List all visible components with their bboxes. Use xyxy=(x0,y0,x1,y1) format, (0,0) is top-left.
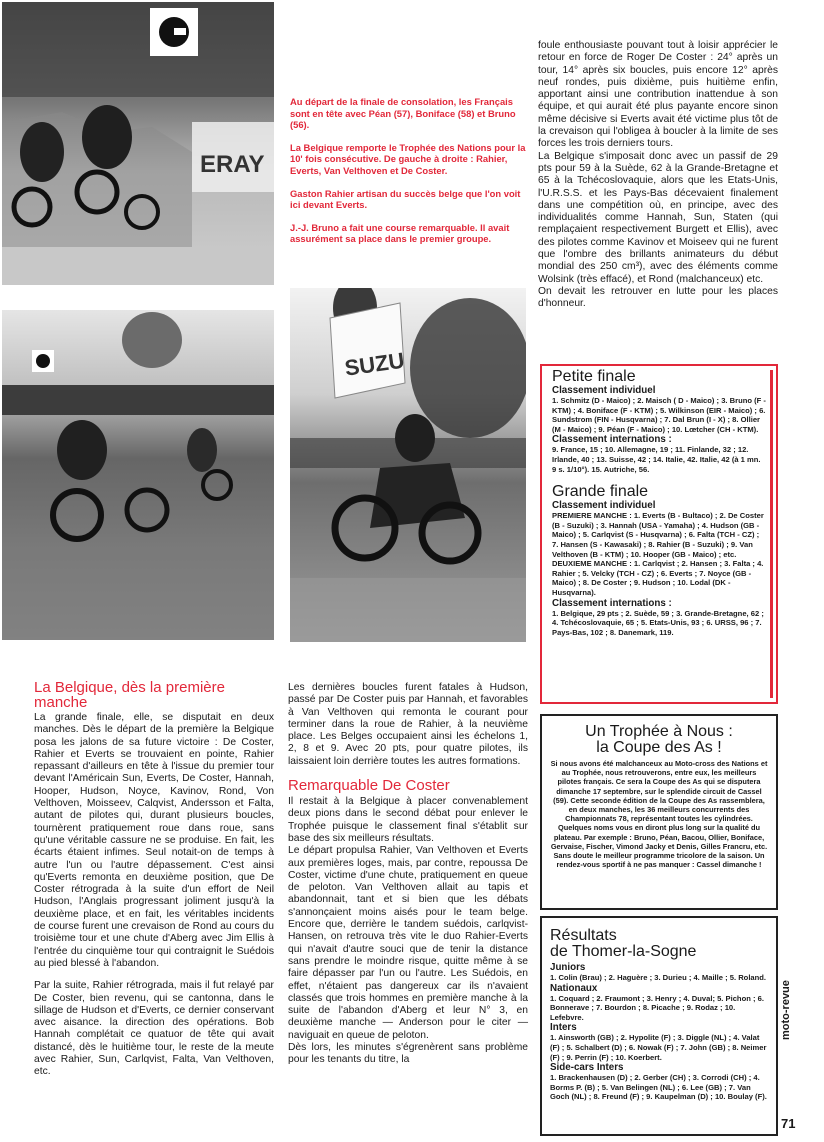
box-accent-stripe xyxy=(770,370,773,698)
section-head: Side-cars Inters xyxy=(550,1062,624,1074)
resultats-title-2: de Thomer-la-Sogne xyxy=(550,943,697,960)
section-head: Nationaux xyxy=(550,982,598,994)
section-text: 1. Colin (Brau) ; 2. Haguère ; 3. Durieu ; 4. Maille ; 5. Roland. xyxy=(550,973,767,982)
grande-finale-sub1: Classement individuel xyxy=(552,500,656,512)
trophee-box xyxy=(540,714,778,910)
middle-body-1 xyxy=(288,682,528,768)
middle-paragraph-4: Dès lors, les minutes s'égrenèrent sans problème pour les tenants du titre, la xyxy=(288,1042,528,1066)
page-number: 71 xyxy=(781,1116,796,1131)
grande-finale-text1: PREMIERE MANCHE : 1. Everts (B - Bultaco) ; 2. De Coster (B - Suzuki) ; 3. Hannah (USA - Yamaha) ; 4. Hudson (GB - Maico) ; 5. Carlqvist (S - Husqvarna) ; 6. Falta (TCH - CZ) ; 7. Hansen (S - Kawasaki) ; 8. Rahier (B - Suzuki) ; 9. Van Velthoven (B - KTM) ; 10. Hooper (GB - Maico) ; etc. DEUXIEME MANCHE : 1. Carlqvist ; 2. Hansen ; 3. Falta ; 4. Rahier ; 5. Velcky (TCH - CZ) ; 6. Everts ; 7. Noyce (GB - Maico) ; 8. De Coster ; 9. Hudson ; 10. Lodal (DK - Husqvarna). xyxy=(552,511,764,597)
photo-captions xyxy=(290,96,530,256)
section-text: 1. Ainsworth (GB) ; 2. Hypolite (F) ; 3. Diggle (NL) ; 4. Valat (F) ; 5. Schalbert (D) ; 6. Nowak (F) ; 7. John (GB) ; 8. Neimer (F) ; 9. Perrin (F) ; 10. Koerbert. xyxy=(550,1033,767,1062)
middle-paragraph-2: Il restait à la Belgique à placer convenablement deux pions dans le second débat pour enlever le Trophée puisque le classement final s'établit sur base des six meilleurs résultats. xyxy=(288,796,528,844)
resultats-box xyxy=(540,916,778,1136)
caption-1: Au départ de la finale de consolation, les Français sont en tête avec Péan (57), Boniface (58) et Bruno (56). xyxy=(290,96,516,131)
section-head: Juniors xyxy=(550,962,586,973)
middle-paragraph-3: Le départ propulsa Rahier, Van Velthoven et Everts aux premières loges, mais, par contre, repoussa De Coster, victime d'une chute, pratiquement en queue de peloton. Van Velthoven allait au tapis et abandonnait, tant et si bien que les débats s'annonçaient moins aisés pour le team belge. Encore que, derrière le tandem suédois, carlqvist-Hansen, on retrouva très vite le duo Rahier-Everts qui n'avait d'autre souci que de tenir la distance sans prendre le moindre risque, quitte même à se faire dépasser par l'un ou l'autre. Les Suédois, en effet, n'étaient pas dangereux car ils n'avaient classés que trois hommes en première manche à la suite de l'abandon d'Aberg et leur N° 3, en deuxième manche — Anderson pour le citer — naviguait en queue de peloton. xyxy=(288,845,528,1041)
middle-heading: Remarquable De Coster xyxy=(288,777,450,795)
left-body xyxy=(34,712,274,1079)
photo-rahier-suzuki xyxy=(290,288,526,642)
right-paragraph-2: La Belgique s'imposait donc avec un passif de 29 pts pour 59 à la Suède, 62 à la Grande-Bretagne et 65 à la Tchécoslovaquie, alors que les Etats-Unis, l'U.R.S.S. et les Pays-Bas décevaient finalement dans une compétition où, en principe, avec des individualités comme Hannah, Sun, Staten (qui remplaçaient respectivement Burgett et Ellis), avec des pilotes comme Kavinov et Moiseev qui ne furent que l'ombre des brillants animateurs du début mondial des 250 cm³), avec des éléments comme Wolsink (très effacé), et Rond (malchanceux) etc. xyxy=(538,150,778,285)
caption-3: Gaston Rahier artisan du succès belge que l'on voit ici devant Everts. xyxy=(290,187,521,211)
petite-finale xyxy=(552,369,766,474)
resultats-section-inters xyxy=(550,1022,768,1062)
right-column-text xyxy=(538,40,778,311)
left-column xyxy=(34,680,274,1079)
petite-finale-title: Petite finale xyxy=(552,368,636,385)
trophee-title-1: Un Trophée à Nous : xyxy=(585,723,733,740)
photo-rahier-everts xyxy=(2,310,274,640)
section-text: 1. Coquard ; 2. Fraumont ; 3. Henry ; 4. Duval; 5. Pichon ; 6. Bonnerave ; 7. Bourdon ; 8. Picache ; 9. Rodaz ; 10. Lefebvre. xyxy=(550,993,764,1022)
photo-start-consolation xyxy=(2,2,274,285)
left-heading: La Belgique, dès la première manche xyxy=(34,679,225,711)
grande-finale-text2: 1. Belgique, 29 pts ; 2. Suède, 59 ; 3. Grande-Bretagne, 62 ; 4. Tchécoslovaquie, 65 ; 5. Etats-Unis, 93 ; 6. URSS, 96 ; 7. Pays-Bas, 102 ; 8. Danemark, 119. xyxy=(552,608,764,637)
section-head: Inters xyxy=(550,1022,577,1034)
trophee-title-2: la Coupe des As ! xyxy=(596,739,722,756)
left-paragraph-1: La grande finale, elle, se disputait en deux manches. Dès le départ de la première la Belgique posa les jalons de sa future victoire : De Coster, Rahier et Everts se trouvaient en pointe, Rahier repassant d'ailleurs en tête à l'issue du premier tour devant l'Américain Sun, Everts, De Coster, Hannah, Hooper, Hudson, Noyce, Kavinov, Rond, Von Velthoven, Moisseev, Calqvist, Andersson et Falta, autant de pilotes qui, durant plusieurs boucles, tournèrent pratiquement roue dans roue, sans qu'une véritable cassure ne se produise. En fait, les écarts étaient infimes. Seul notait-on de temps à autre l'un ou l'autre dépassement. C'est ainsi qu'Everts remonta en deuxième position, que De Coster rétrograda à la suite d'un effort de Neil Hudson, l'Anglais progressant joliment jusqu'à la deuxième place, et en fait, les véritables incidents de course furent une crevaison de Rond au cours du troisième tour et une chute d'Aberg avec Jim Ellis à l'entrée du cinquième tour qui contraignit le Suédois au pied blessé à l'abandon. xyxy=(34,712,274,969)
petite-finale-text1: 1. Schmitz (D - Maico) ; 2. Maisch ( D - Maico) ; 3. Bruno (F - KTM) ; 4. Boniface (F - KTM) ; 5. Wilkinson (EIR - Maico) ; 6. Sundstrom (FIN - Husqvarna) ; 7. Dal Brun (I - X) ; 8. Ollier (M - Maico) ; 9. Péan (F - Maico) ; 10. Lœtcher (CH - KTM). xyxy=(552,396,766,434)
petite-finale-sub1: Classement individuel xyxy=(552,385,656,396)
resultats-section-nationaux xyxy=(550,983,768,1023)
right-paragraph-3: On devait les retrouver en lutte pour les places d'honneur. xyxy=(538,285,778,310)
results-box xyxy=(540,364,778,704)
left-paragraph-2: Par la suite, Rahier rétrograda, mais il fut relayé par De Coster, bien revenu, qui se cantonna, dans le sillage de Hudson et d'Everts, ce dernier conservant avec aisance. la direction des opérations. Bob Hannah complétait ce quatuor de tête qui avait distancé, dès le huitième tour, le reste de la meute avec Rahier, Sun, Carlqvist, Falta, Van Velthoven, etc. xyxy=(34,980,274,1078)
section-text: 1. Brackenhausen (D) ; 2. Gerber (CH) ; 3. Corrodi (CH) ; 4. Borms P. (B) ; 5. Van Belingen (NL) ; 6. Lee (GB) ; 7. Van Goch (NL) ; 8. Freund (F) ; 9. Kaupelman (D) ; 10. Boulay (F). xyxy=(550,1073,767,1102)
grande-finale-sub2: Classement internations : xyxy=(552,597,672,609)
middle-paragraph-1: Les dernières boucles furent fatales à Hudson, passé par De Coster puis par Hannah, et favorables à Van Velthoven qui remonta le courant pour terminer dans la roue de Rahier, à la neuvième place. Les Belges occupaient ainsi les échelons 1, 2, 8 et 9. Avec 20 pts, pour quatre pilotes, ils laissaient loin derrière toutes les autres formations. xyxy=(288,682,528,767)
petite-finale-sub2: Classement internations : xyxy=(552,434,672,446)
right-paragraph-1: foule enthousiaste pouvant tout à loisir apprécier le retour en force de Roger De Coster : 24° après un tour, 14° après six boucles, puis encore 12° après neuf rondes, puis dixième, puis huitième enfin, apportant ainsi une contribution inattendue à son équipe, et qui aurait été plus payante encore sinon même décisive si Everts avait été victime plus tôt de la crevaison qui l'obligea à boucler à la limite de ses forces les trois derniers tours. xyxy=(538,40,778,150)
middle-column xyxy=(288,682,528,1067)
magazine-side-label: moto-revue xyxy=(780,980,792,1040)
grande-finale-title: Grande finale xyxy=(552,483,649,501)
trophee-text: Si nous avons été malchanceux au Moto-cross des Nations et au Trophée, nous retrouverons, entre eux, les meilleurs pilotes français. Ce sera la Coupe des As qui se disputera dimanche 17 septembre, sur le splendide circuit de Cassel (59). Cette seconde édition de la Coupe des As rassemblera, en deux manches, les 36 meilleurs concurrents des Championnats 78, représentant toutes les cylindrées. Quelques noms vous en diront plus long sur la qualité du plateau. Par exemple : Bruno, Péan, Bacou, Ollier, Boniface, Gervaise, Fischer, Vimond Jacky et Denis, Gilles Francru, etc. Sans doute le meilleur programme tricolore de la saison. Un rendez-vous sportif à ne pas manquer : Cassel dimanche ! xyxy=(550,759,768,870)
caption-2: La Belgique remporte le Trophée des Nations pour la 10' fois consécutive. De gauche à droite : Rahier, Everts, Van Velthoven et De Coster. xyxy=(290,141,526,176)
photo-sign-text: ERAY xyxy=(200,151,265,178)
resultats-section-juniors xyxy=(550,962,768,983)
caption-4: J.-J. Bruno a fait une course remarquable. Il avait assurément sa place dans le premier groupe. xyxy=(290,221,510,245)
resultats-section-sidecars xyxy=(550,1062,768,1102)
middle-body-2 xyxy=(288,796,528,1067)
grande-finale xyxy=(552,484,766,637)
photo-banner-text: SUZU xyxy=(343,347,406,381)
resultats-title-1: Résultats xyxy=(550,927,617,944)
petite-finale-text2: 9. France, 15 ; 10. Allemagne, 19 ; 11. Finlande, 32 ; 12. Irlande, 40 ; 13. Suisse, 42 ; 14. Italie, 42. Italie, 42 (à 1 mn. 9 s. 1/10°). 15. Autriche, 56. xyxy=(552,445,761,474)
